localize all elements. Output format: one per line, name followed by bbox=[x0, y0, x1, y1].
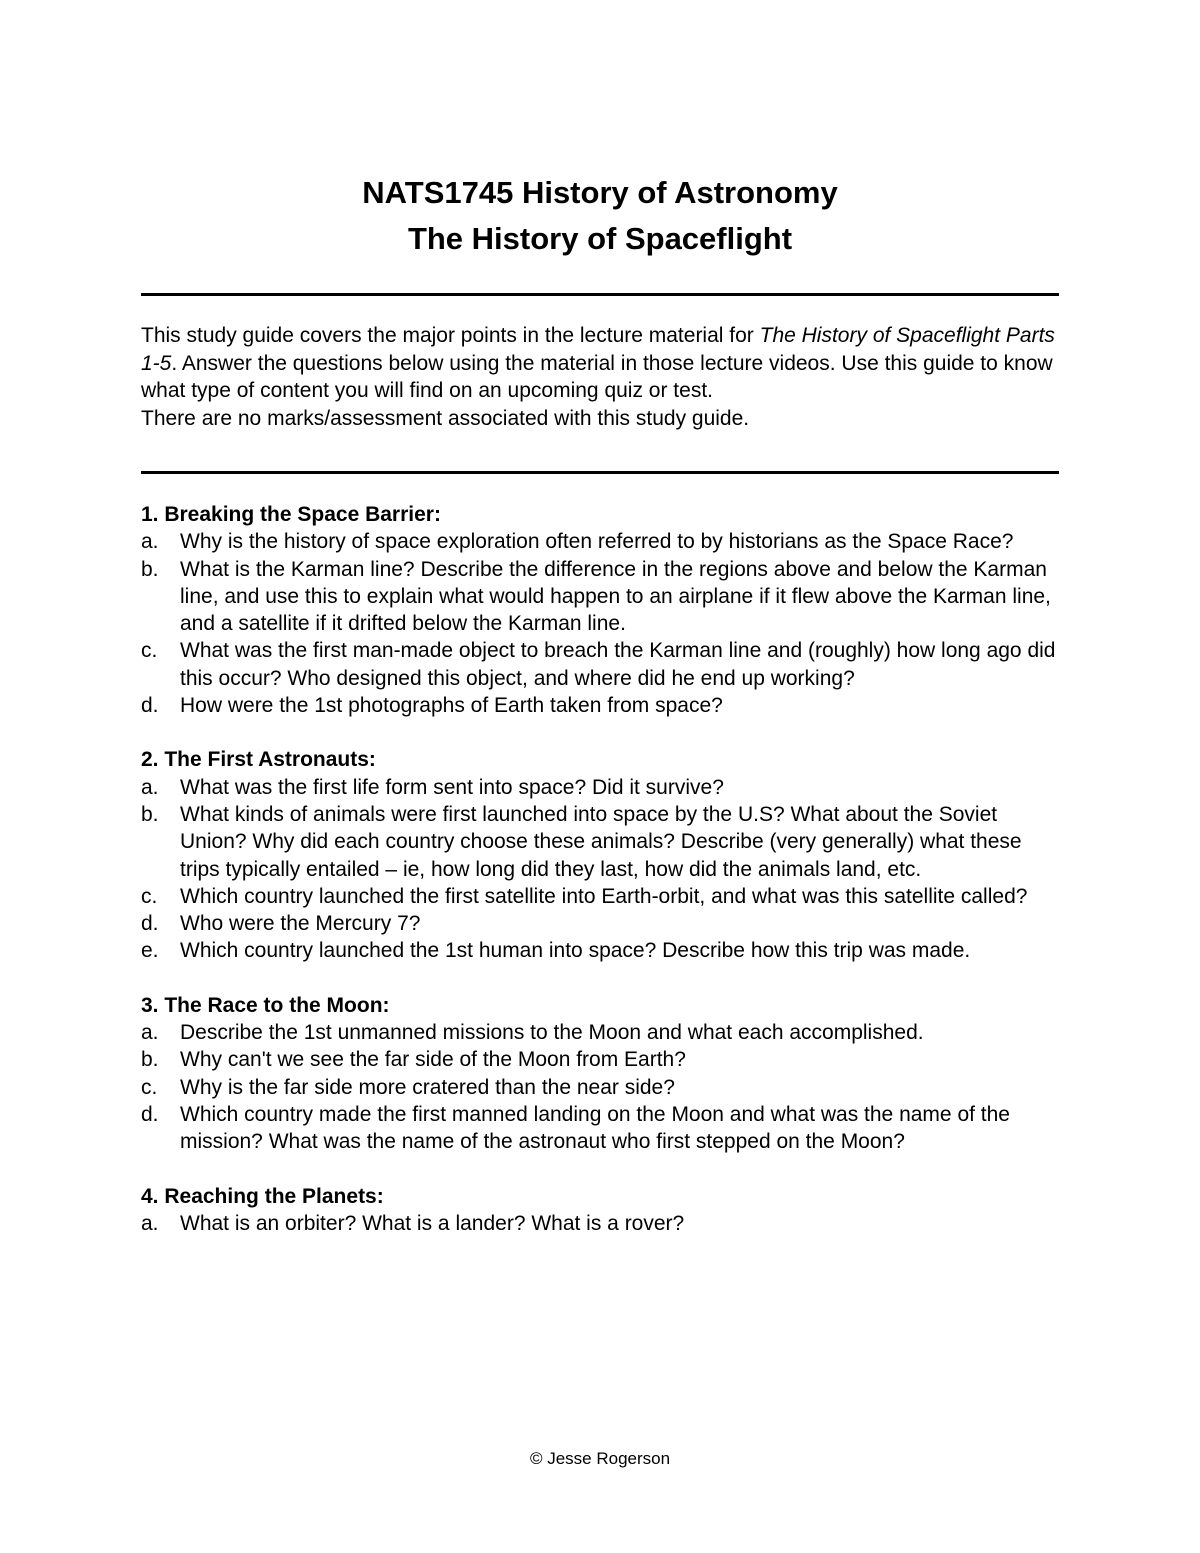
section bbox=[141, 1183, 1066, 1238]
question-item bbox=[141, 528, 1066, 555]
question-item bbox=[141, 556, 1066, 638]
question-item bbox=[141, 910, 1066, 937]
question-text: What is an orbiter? What is a lander? What is a rover? bbox=[180, 1211, 685, 1235]
question-list bbox=[141, 774, 1066, 965]
copyright-footer: © Jesse Rogerson bbox=[529, 1449, 671, 1468]
question-list bbox=[141, 528, 1066, 719]
question-letter: a. bbox=[141, 1021, 159, 1045]
question-text: What is the Karman line? Describe the difference in the regions above and below the Karman line, and use this to explain what would happen to an airplane if it flew above the Karman line, and a satellite if it drifted below the Karman line. bbox=[180, 557, 1051, 636]
question-item bbox=[141, 692, 1066, 719]
question-item bbox=[141, 1074, 1066, 1101]
study-guide-sections bbox=[141, 501, 1066, 1264]
intro-text-start: This study guide covers the major points in the lecture material for bbox=[141, 324, 760, 347]
question-text: What kinds of animals were first launched into space by the U.S? What about the Soviet Union? Why did each country choose these animals? Describe (very generally) what these trips typically entailed – ie, how long did they last, how did the animals land, etc. bbox=[180, 802, 1022, 881]
title-block bbox=[0, 170, 1200, 262]
question-text: Why is the far side more cratered than the near side? bbox=[180, 1075, 675, 1099]
section bbox=[141, 746, 1066, 964]
question-text: Which country launched the first satellite into Earth-orbit, and what was this satellite called? bbox=[180, 884, 1028, 908]
question-text: Why is the history of space exploration often referred to by historians as the Space Race? bbox=[180, 530, 1014, 554]
section-title: 4. Reaching the Planets: bbox=[141, 1184, 384, 1208]
intro-paragraph bbox=[141, 322, 1059, 432]
course-title: NATS1745 History of Astronomy bbox=[362, 175, 838, 210]
question-letter: d. bbox=[141, 912, 159, 936]
question-letter: d. bbox=[141, 694, 159, 718]
question-item bbox=[141, 637, 1066, 692]
intro-text bbox=[141, 322, 1059, 405]
question-text: What was the first life form sent into space? Did it survive? bbox=[180, 775, 724, 799]
question-letter: a. bbox=[141, 775, 159, 799]
question-letter: b. bbox=[141, 802, 159, 826]
question-item bbox=[141, 1046, 1066, 1073]
question-letter: a. bbox=[141, 530, 159, 554]
question-letter: c. bbox=[141, 1075, 158, 1099]
question-item bbox=[141, 774, 1066, 801]
question-list bbox=[141, 1019, 1066, 1155]
section-title: 3. The Race to the Moon: bbox=[141, 993, 390, 1017]
section-title: 2. The First Astronauts: bbox=[141, 748, 376, 772]
question-item bbox=[141, 1210, 1066, 1237]
question-letter: b. bbox=[141, 557, 159, 581]
section bbox=[141, 501, 1066, 719]
question-letter: d. bbox=[141, 1102, 159, 1126]
question-text: What was the first man-made object to breach the Karman line and (roughly) how long ago did this occur? Who designed this object, and where did he end up working? bbox=[180, 639, 1056, 690]
section-title: 1. Breaking the Space Barrier: bbox=[141, 503, 441, 526]
intro-assessment-note: There are no marks/assessment associated with this study guide. bbox=[141, 406, 750, 430]
question-letter: c. bbox=[141, 884, 158, 908]
question-item bbox=[141, 883, 1066, 910]
intro-lecture-reference: The History of Spaceflight Parts 1-5 bbox=[141, 324, 1055, 375]
question-item bbox=[141, 937, 1066, 964]
bottom-divider bbox=[141, 471, 1059, 474]
question-text: Describe the 1st unmanned missions to the Moon and what each accomplished. bbox=[180, 1021, 924, 1045]
question-letter: c. bbox=[141, 639, 158, 663]
section bbox=[141, 992, 1066, 1156]
question-letter: b. bbox=[141, 1048, 159, 1072]
top-divider bbox=[141, 293, 1059, 296]
question-item bbox=[141, 801, 1066, 883]
question-letter: a. bbox=[141, 1211, 159, 1235]
question-item bbox=[141, 1019, 1066, 1046]
question-text: Why can't we see the far side of the Moon from Earth? bbox=[180, 1048, 686, 1072]
intro-text-end: . Answer the questions below using the material in those lecture videos. Use this guide to know what type of content you will find on an upcoming quiz or test. bbox=[141, 351, 1053, 402]
question-text: Who were the Mercury 7? bbox=[180, 912, 421, 936]
document-title: The History of Spaceflight bbox=[407, 221, 793, 256]
question-text: Which country launched the 1st human into space? Describe how this trip was made. bbox=[180, 939, 971, 963]
question-item bbox=[141, 1101, 1066, 1156]
question-list bbox=[141, 1210, 1066, 1237]
question-text: Which country made the first manned landing on the Moon and what was the name of the mission? What was the name of the astronaut who first stepped on the Moon? bbox=[180, 1102, 1010, 1154]
question-text: How were the 1st photographs of Earth taken from space? bbox=[180, 694, 723, 718]
question-letter: e. bbox=[141, 939, 159, 963]
